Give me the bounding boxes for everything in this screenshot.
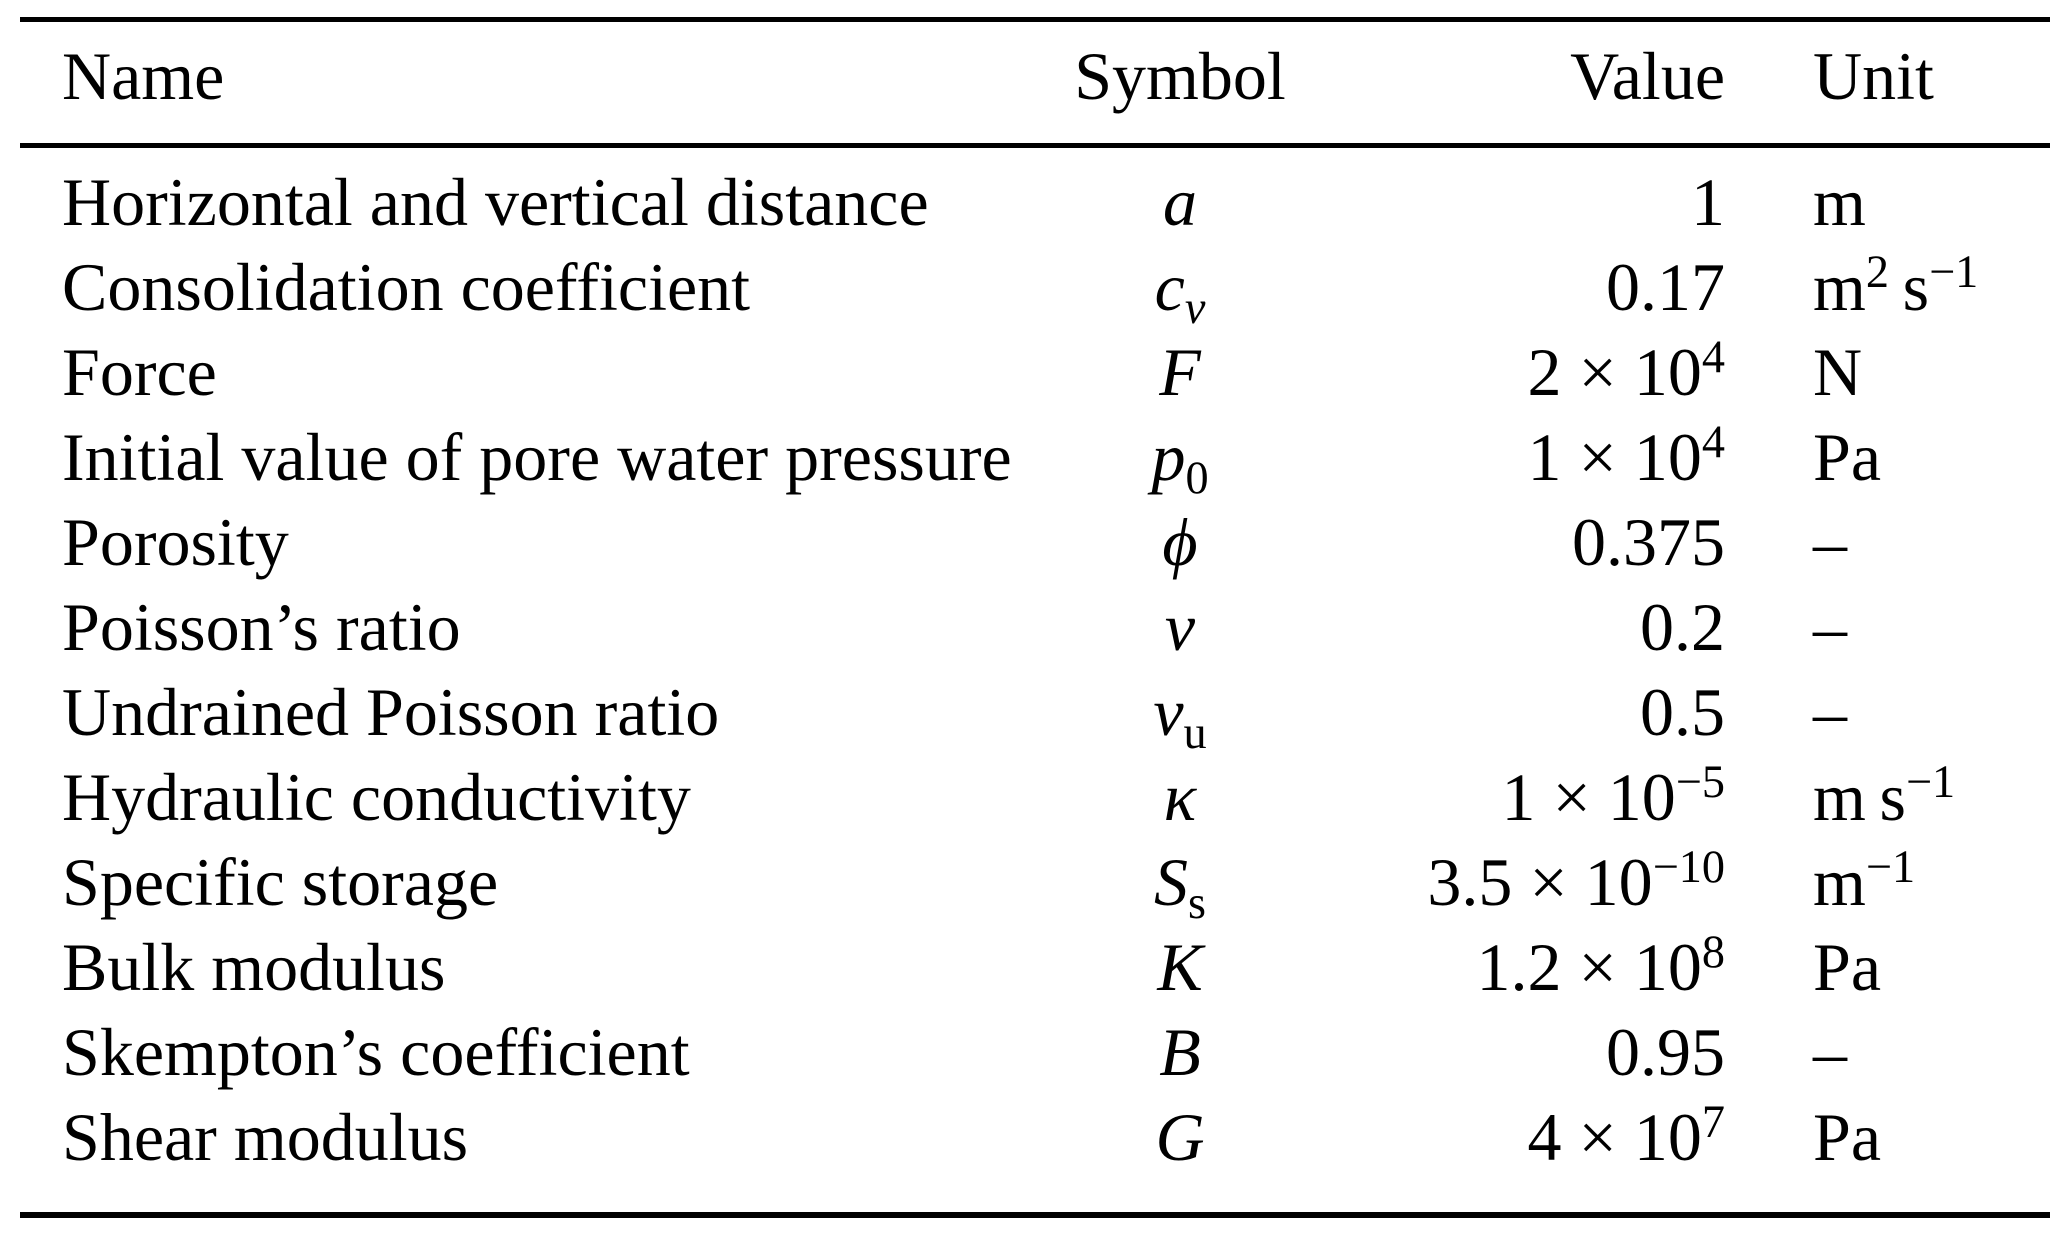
cell-value: $2 \times 10^4$ (1527, 331, 1725, 410)
table-row (20, 840, 2050, 925)
cell-name: Initial value of pore water pressure (62, 419, 1012, 495)
cell-name: Bulk modulus (62, 929, 446, 1005)
cell-unit: m (1813, 164, 1866, 240)
table-row (20, 245, 2050, 330)
cell-value: 0.5 (1640, 674, 1725, 750)
table-row (20, 1095, 2050, 1215)
table-body (20, 146, 2050, 1216)
cell-unit: – (1813, 674, 1847, 750)
cell-unit: – (1813, 589, 1847, 665)
cell-unit: Pa (1813, 1099, 1881, 1175)
cell-name: Specific storage (62, 844, 499, 920)
cell-unit: $m^2$ $s^{-1}$ (1813, 246, 1979, 325)
cell-symbol: K (1157, 929, 1203, 1005)
cell-unit: m $s^{-1}$ (1813, 756, 1956, 835)
table-row (20, 330, 2050, 415)
cell-value: $4 \times 10^7$ (1527, 1096, 1725, 1175)
cell-value: 0.95 (1606, 1014, 1725, 1090)
table-header-row (20, 20, 2050, 146)
parameter-table (20, 17, 2050, 1218)
table-row (20, 925, 2050, 1010)
cell-name: Consolidation coefficient (62, 249, 751, 325)
cell-symbol: $p_0$ (1151, 419, 1209, 504)
cell-symbol: G (1155, 1099, 1205, 1175)
cell-name: Skempton’s coefficient (62, 1014, 690, 1090)
table-row (20, 415, 2050, 500)
cell-unit: – (1813, 1014, 1847, 1090)
table-row (20, 670, 2050, 755)
cell-unit: $m^{-1}$ (1813, 841, 1916, 920)
column-header-unit: Unit (1725, 20, 2050, 146)
cell-value: $1 \times 10^{-5}$ (1501, 756, 1725, 835)
cell-value: 0.375 (1572, 504, 1725, 580)
table-row (20, 755, 2050, 840)
cell-symbol: B (1159, 1014, 1201, 1090)
cell-symbol: ϕ (1162, 504, 1198, 580)
cell-unit: Pa (1813, 929, 1881, 1005)
cell-symbol: $\nu_u$ (1153, 674, 1207, 759)
cell-name: Porosity (62, 504, 289, 580)
cell-symbol: $c_v$ (1154, 249, 1206, 334)
table-row (20, 146, 2050, 246)
cell-unit: – (1813, 504, 1847, 580)
cell-unit: N (1813, 334, 1863, 410)
column-header-symbol: Symbol (1030, 20, 1330, 146)
cell-name: Horizontal and vertical distance (62, 164, 929, 240)
cell-value: 1 (1691, 164, 1725, 240)
cell-value: $3.5 \times 10^{-10}$ (1427, 841, 1725, 920)
cell-symbol: ν (1164, 589, 1196, 665)
cell-symbol: a (1163, 164, 1197, 240)
cell-value: $1 \times 10^4$ (1527, 416, 1725, 495)
table-row (20, 585, 2050, 670)
table-row (20, 500, 2050, 585)
table-row (20, 1010, 2050, 1095)
cell-value: 0.17 (1606, 249, 1725, 325)
cell-name: Poisson’s ratio (62, 589, 461, 665)
cell-symbol: $S_s$ (1154, 844, 1206, 929)
cell-symbol: κ (1163, 759, 1197, 835)
cell-name: Shear modulus (62, 1099, 469, 1175)
cell-value: $1.2 \times 10^8$ (1476, 926, 1725, 1005)
cell-name: Hydraulic conductivity (62, 759, 691, 835)
column-header-value: Value (1330, 20, 1725, 146)
column-header-name: Name (20, 20, 1030, 146)
cell-symbol: F (1159, 334, 1201, 410)
cell-name: Force (62, 334, 217, 410)
cell-unit: Pa (1813, 419, 1881, 495)
cell-name: Undrained Poisson ratio (62, 674, 720, 750)
cell-value: 0.2 (1640, 589, 1725, 665)
